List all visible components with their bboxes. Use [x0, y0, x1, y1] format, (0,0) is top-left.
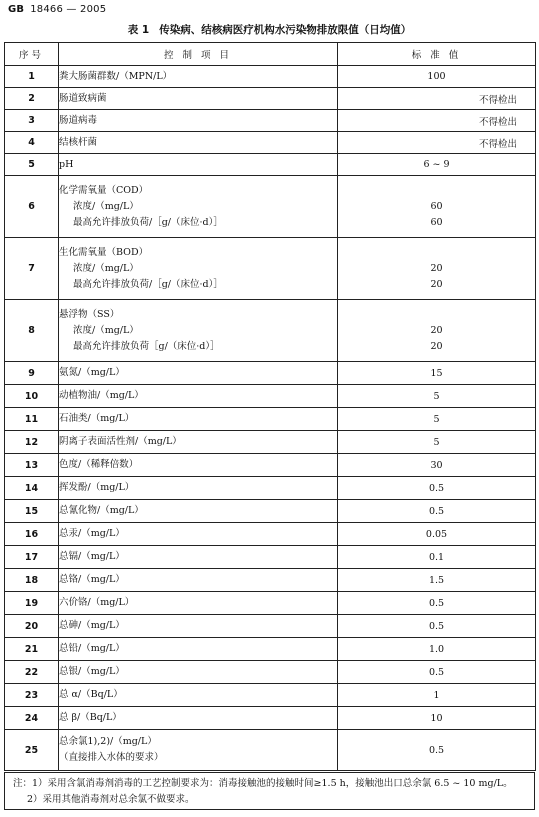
row-number: 16: [5, 523, 59, 546]
standard-value: 不得检出: [338, 88, 536, 110]
table-row: [5, 684, 536, 707]
item-label: 总 α/（Bq/L）: [59, 689, 123, 700]
standard-value: 100: [338, 66, 536, 88]
table-row: [5, 615, 536, 638]
table-number: 表 1: [127, 24, 150, 36]
standard-value: [338, 300, 536, 362]
sub-item-label: 浓度/（mg/L）: [73, 200, 139, 212]
table-header-row: [5, 43, 536, 66]
standard-value: 5: [338, 431, 536, 454]
standard-value: 1: [338, 684, 536, 707]
control-item: [59, 638, 338, 661]
standard-value: 0.5: [338, 592, 536, 615]
standard-value: 0.5: [338, 615, 536, 638]
row-number: 5: [5, 154, 59, 176]
control-item: [59, 132, 338, 154]
control-item: [59, 154, 338, 176]
standard-value: 1.0: [338, 638, 536, 661]
standard-value: 0.5: [338, 477, 536, 500]
sub-item-label: 最高允许排放负荷/［g/（床位·d）］: [73, 278, 223, 290]
row-number: 6: [5, 176, 59, 238]
row-number: 24: [5, 707, 59, 730]
row-number: 11: [5, 408, 59, 431]
control-item: [59, 523, 338, 546]
control-item: [59, 385, 338, 408]
item-label: 总银/（mg/L）: [59, 666, 125, 677]
control-item: [59, 500, 338, 523]
table-caption: 传染病、结核病医疗机构水污染物排放限值（日均值）: [159, 24, 412, 36]
item-label: 色度/（稀释倍数）: [59, 459, 139, 470]
row-number: 15: [5, 500, 59, 523]
standard-value: 0.1: [338, 546, 536, 569]
item-label: 总镉/（mg/L）: [59, 551, 125, 562]
note-2: 2）采用其他消毒剂对总余氯不做要求。: [27, 794, 195, 805]
table-notes: [4, 772, 535, 810]
control-item: [59, 408, 338, 431]
standard-value: 0.5: [338, 500, 536, 523]
item-label: 氨氮/（mg/L）: [59, 367, 125, 378]
table-row: [5, 523, 536, 546]
row-number: 10: [5, 385, 59, 408]
standard-value: 30: [338, 454, 536, 477]
item-label: 总汞/（mg/L）: [59, 528, 125, 539]
control-item: [59, 707, 338, 730]
row-number: 8: [5, 300, 59, 362]
table-row: [5, 110, 536, 132]
row-number: 14: [5, 477, 59, 500]
table-row: [5, 707, 536, 730]
control-item: [59, 615, 338, 638]
item-group-label: 悬浮物（SS）: [59, 308, 120, 320]
table-row: [5, 661, 536, 684]
control-item: [59, 477, 338, 500]
table-row: [5, 300, 536, 362]
standard-value: 5: [338, 385, 536, 408]
sub-item-value: 20: [430, 278, 443, 290]
row-number: 7: [5, 238, 59, 300]
row-number: 21: [5, 638, 59, 661]
row-number: 20: [5, 615, 59, 638]
document-header: [8, 4, 106, 15]
table-row: [5, 238, 536, 300]
table-row: [5, 132, 536, 154]
item-label: 石油类/（mg/L）: [59, 413, 135, 424]
control-item: [59, 88, 338, 110]
table-row: [5, 154, 536, 176]
table-row: [5, 431, 536, 454]
column-header-item: 控 制 项 目: [59, 43, 338, 66]
row-number: 13: [5, 454, 59, 477]
table-row: [5, 88, 536, 110]
standard-value: 不得检出: [338, 132, 536, 154]
row-number: 25: [5, 730, 59, 771]
table-row: [5, 66, 536, 88]
table-row: [5, 362, 536, 385]
item-label: 动植物油/（mg/L）: [59, 390, 144, 401]
row-number: 9: [5, 362, 59, 385]
item-label: 粪大肠菌群数/（MPN/L）: [59, 70, 173, 82]
row-number: 3: [5, 110, 59, 132]
table-row: [5, 176, 536, 238]
standard-value: 10: [338, 707, 536, 730]
control-item: [59, 110, 338, 132]
item-label: 六价铬/（mg/L）: [59, 597, 135, 608]
item-label-note: （直接排入水体的要求）: [59, 752, 164, 763]
control-item: [59, 238, 338, 300]
standard-value: 5: [338, 408, 536, 431]
item-label: 肠道病毒: [59, 114, 98, 126]
sub-item-label: 最高允许排放负荷［g/（床位·d）］: [73, 340, 220, 352]
control-item: [59, 592, 338, 615]
standard-value: 6 ~ 9: [338, 154, 536, 176]
table-row: [5, 546, 536, 569]
control-item: [59, 431, 338, 454]
row-number: 19: [5, 592, 59, 615]
sub-item-label: 最高允许排放负荷/［g/（床位·d）］: [73, 216, 223, 228]
sub-item-value: 20: [430, 340, 443, 352]
limits-table: [4, 42, 536, 771]
standard-value: 不得检出: [338, 110, 536, 132]
sub-item-value: 20: [430, 262, 443, 274]
standard-value: 15: [338, 362, 536, 385]
sub-item-label: 浓度/（mg/L）: [73, 262, 139, 274]
standard-value: 0.5: [338, 661, 536, 684]
item-label: 肠道致病菌: [59, 92, 107, 104]
standard-value: 0.05: [338, 523, 536, 546]
control-item: [59, 66, 338, 88]
control-item: [59, 176, 338, 238]
control-item: [59, 454, 338, 477]
column-header-value: 标 准 值: [338, 43, 536, 66]
table-row: [5, 730, 536, 771]
item-label: pH: [59, 158, 74, 170]
standard-value: 1.5: [338, 569, 536, 592]
control-item: [59, 661, 338, 684]
control-item: [59, 546, 338, 569]
table-body: [5, 66, 536, 771]
table-row: [5, 500, 536, 523]
table-title: [0, 22, 539, 37]
control-item: [59, 684, 338, 707]
item-label: 挥发酚/（mg/L）: [59, 482, 135, 493]
note-1: 注：1）采用含氯消毒剂消毒的工艺控制要求为：消毒接触池的接触时间≥1.5 h，接触池出口总余氯 6.5 ~ 10 mg/L。: [13, 778, 513, 789]
table-row: [5, 477, 536, 500]
item-group-label: 化学需氧量（COD）: [59, 184, 149, 196]
control-item: [59, 569, 338, 592]
item-label: 阴离子表面活性剂/（mg/L）: [59, 436, 182, 447]
control-item: [59, 362, 338, 385]
table-row: [5, 408, 536, 431]
row-number: 4: [5, 132, 59, 154]
row-number: 12: [5, 431, 59, 454]
column-header-no: 序号: [5, 43, 59, 66]
sub-item-label: 浓度/（mg/L）: [73, 324, 139, 336]
item-label: 总氰化物/（mg/L）: [59, 505, 144, 516]
row-number: 17: [5, 546, 59, 569]
standard-prefix: GB: [8, 4, 25, 15]
sub-item-value: 20: [430, 324, 443, 336]
control-item: [59, 300, 338, 362]
item-label: 总砷/（mg/L）: [59, 620, 125, 631]
sub-item-value: 60: [430, 200, 443, 212]
row-number: 18: [5, 569, 59, 592]
standard-value: [338, 238, 536, 300]
control-item: [59, 730, 338, 771]
standard-code: 18466 — 2005: [30, 4, 107, 15]
table-row: [5, 592, 536, 615]
table-row: [5, 569, 536, 592]
item-label: 总铅/（mg/L）: [59, 643, 125, 654]
standard-value: [338, 176, 536, 238]
item-label: 总 β/（Bq/L）: [59, 712, 122, 723]
table-row: [5, 638, 536, 661]
item-label: 总铬/（mg/L）: [59, 574, 125, 585]
standard-value: 0.5: [338, 730, 536, 771]
row-number: 1: [5, 66, 59, 88]
table-row: [5, 454, 536, 477]
sub-item-value: 60: [430, 216, 443, 228]
item-group-label: 生化需氧量（BOD）: [59, 246, 149, 258]
item-label: 总余氯1),2)/（mg/L）: [59, 736, 157, 747]
row-number: 23: [5, 684, 59, 707]
item-label: 结核杆菌: [59, 136, 98, 148]
table-row: [5, 385, 536, 408]
row-number: 22: [5, 661, 59, 684]
row-number: 2: [5, 88, 59, 110]
